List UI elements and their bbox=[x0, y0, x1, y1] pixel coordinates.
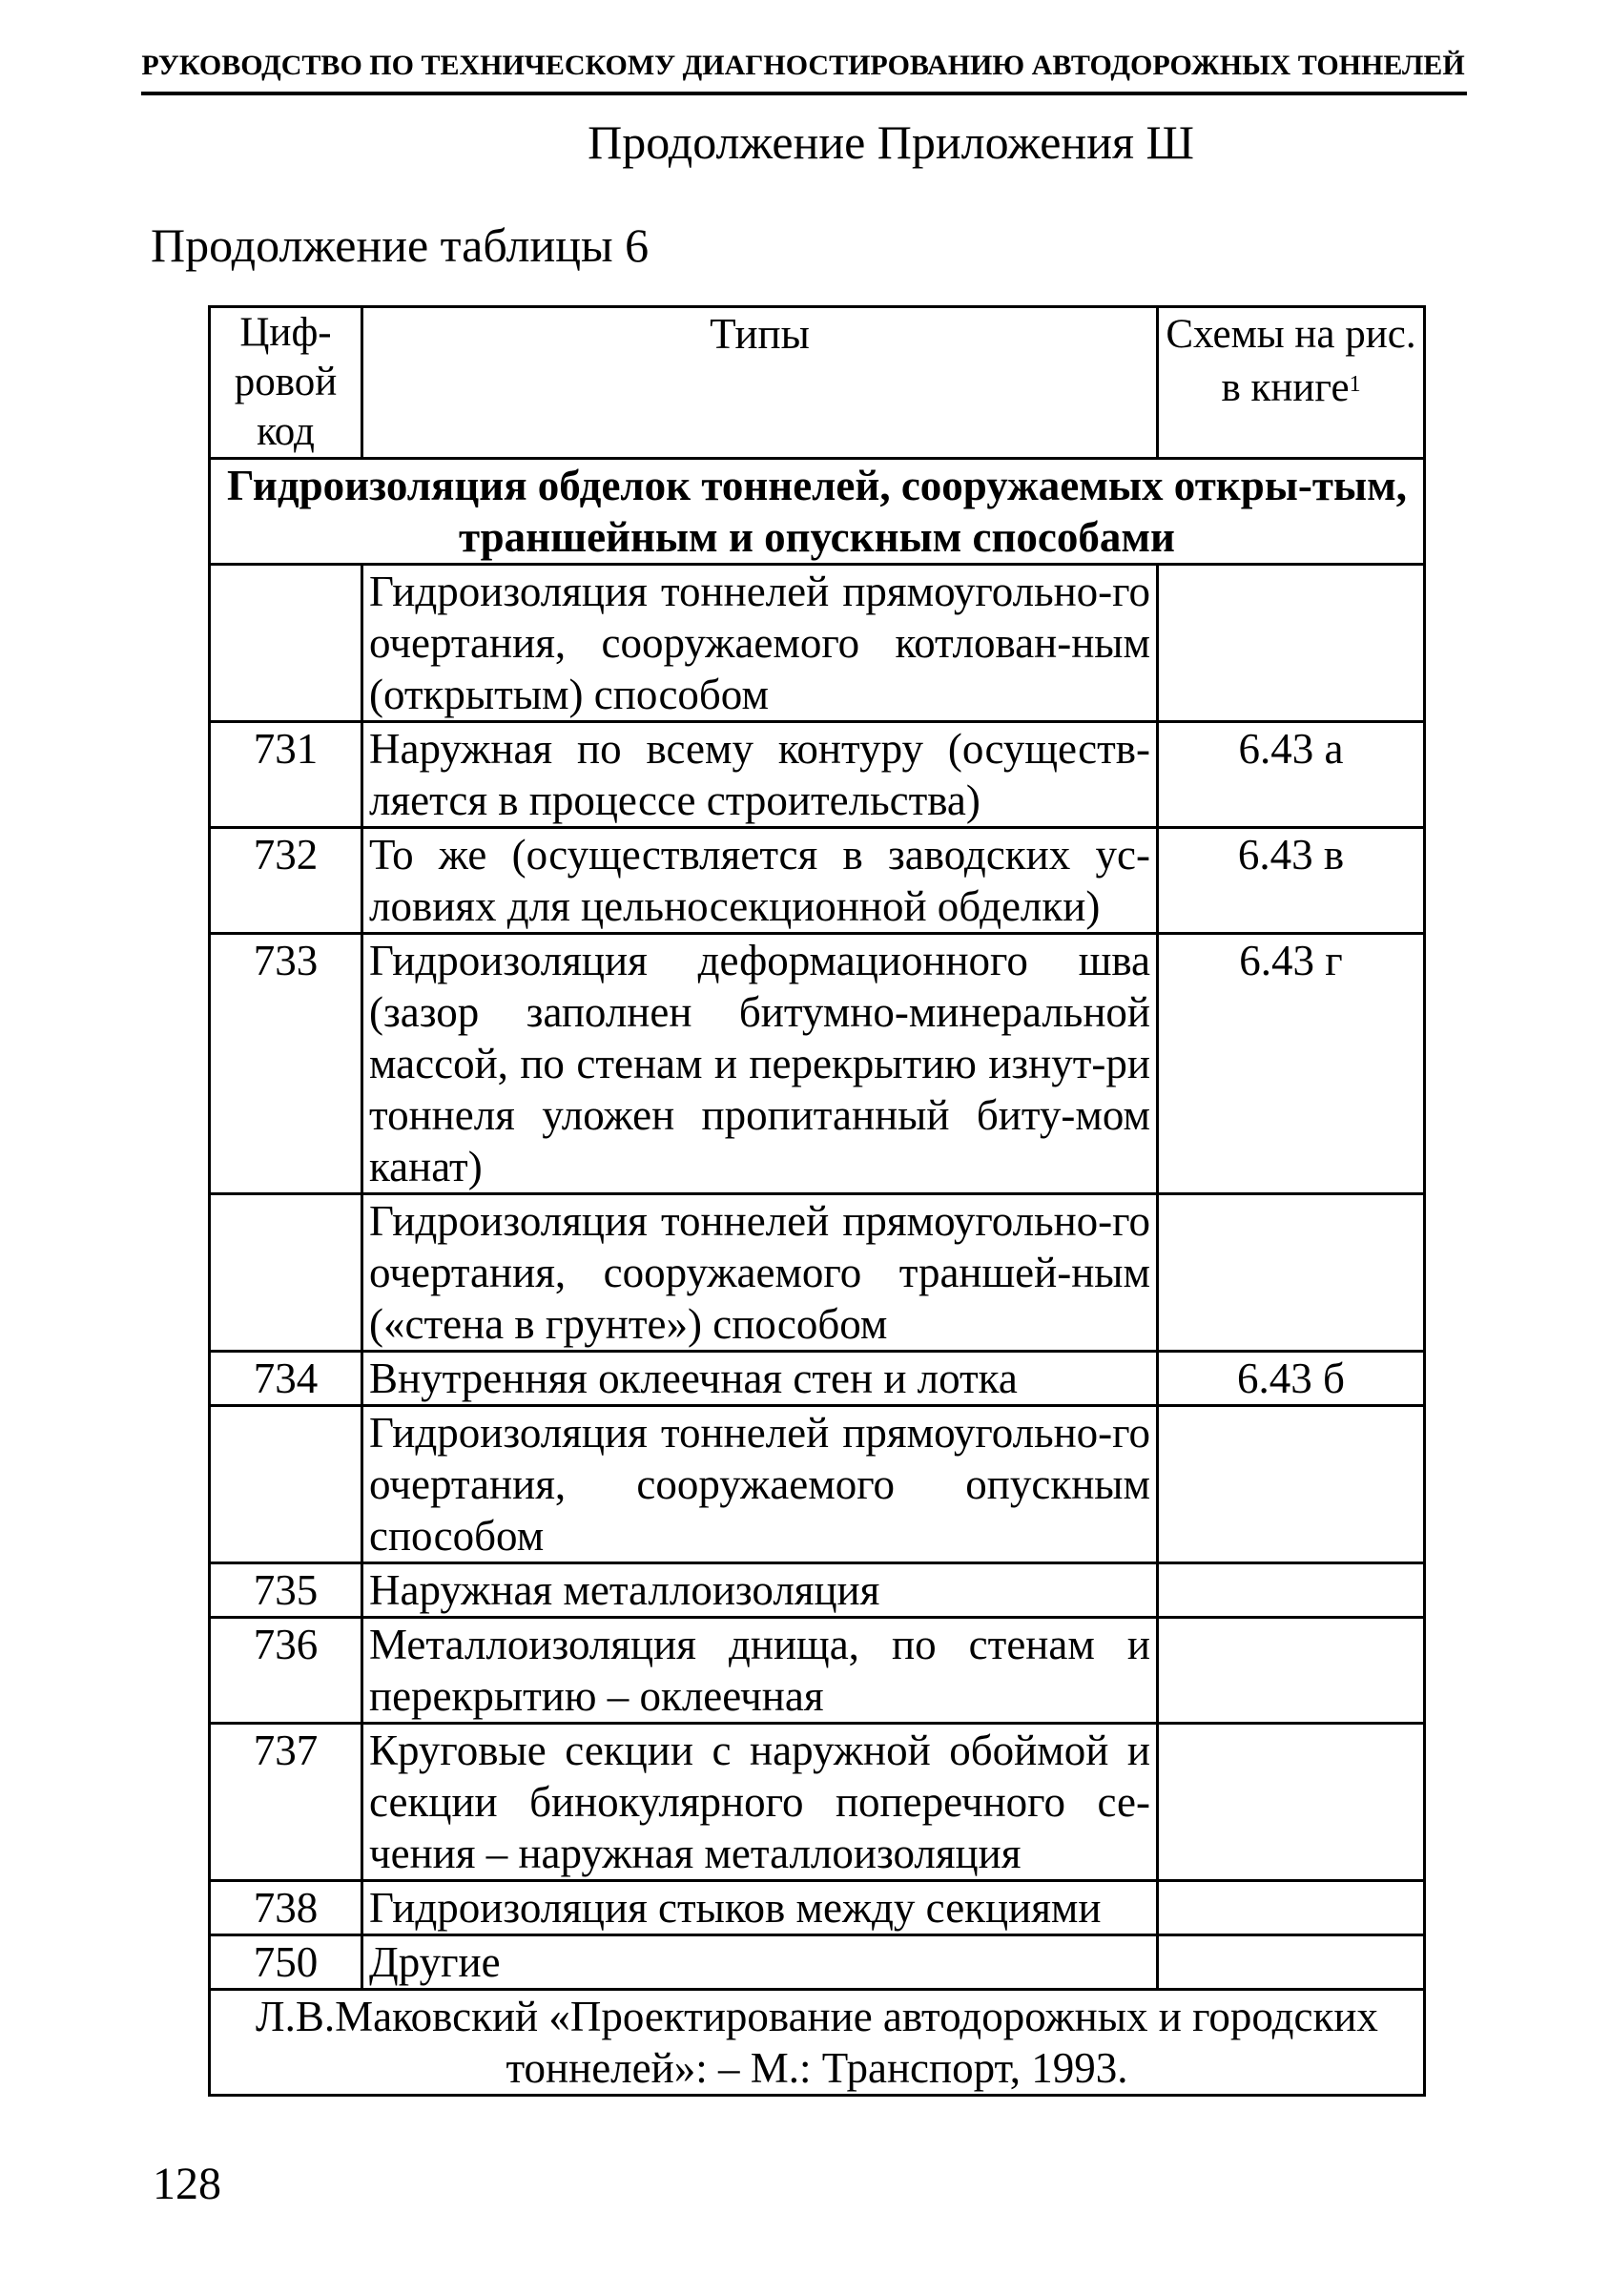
table-caption: Продолжение таблицы 6 bbox=[151, 218, 650, 272]
row-code: 736 bbox=[210, 1618, 362, 1724]
row-type: То же (осуществляется в заводских ус-ловиях для цельносекционной обделки) bbox=[362, 828, 1158, 934]
section-title: Гидроизоляция обделок тоннелей, сооружаемых откры-тым, траншейным и опускным способами bbox=[210, 459, 1425, 565]
row-type: Наружная по всему контуру (осуществ-ляется в процессе строительства) bbox=[362, 722, 1158, 828]
header-schemes bbox=[1158, 307, 1425, 459]
table-row bbox=[210, 1724, 1425, 1881]
header-schemes-text: Схемы на рис. в книге bbox=[1166, 312, 1416, 410]
table-row bbox=[210, 1194, 1425, 1352]
row-code bbox=[210, 1406, 362, 1563]
row-code: 732 bbox=[210, 828, 362, 934]
row-type: Гидроизоляция тоннелей прямоугольно-го очертания, сооружаемого котлован-ным (открытым) способом bbox=[362, 565, 1158, 722]
row-scheme bbox=[1158, 1724, 1425, 1881]
row-scheme bbox=[1158, 565, 1425, 722]
row-scheme: 6.43 б bbox=[1158, 1352, 1425, 1406]
row-code: 750 bbox=[210, 1935, 362, 1990]
row-scheme bbox=[1158, 1406, 1425, 1563]
header-types: Типы bbox=[362, 307, 1158, 459]
row-code: 731 bbox=[210, 722, 362, 828]
table-row bbox=[210, 1881, 1425, 1935]
row-code: 737 bbox=[210, 1724, 362, 1881]
row-code: 734 bbox=[210, 1352, 362, 1406]
table-row bbox=[210, 1563, 1425, 1618]
row-scheme bbox=[1158, 1881, 1425, 1935]
row-type: Внутренняя оклеечная стен и лотка bbox=[362, 1352, 1158, 1406]
row-scheme: 6.43 г bbox=[1158, 934, 1425, 1194]
header-code: Циф-ровой код bbox=[210, 307, 362, 459]
table-row bbox=[210, 565, 1425, 722]
table-row bbox=[210, 828, 1425, 934]
appendix-title bbox=[0, 114, 1610, 170]
row-scheme bbox=[1158, 1194, 1425, 1352]
row-code: 733 bbox=[210, 934, 362, 1194]
row-type: Наружная металлоизоляция bbox=[362, 1563, 1158, 1618]
table-row bbox=[210, 1352, 1425, 1406]
row-type: Круговые секции с наружной обоймой и секции бинокулярного поперечного се-чения – наружная металлоизоляция bbox=[362, 1724, 1158, 1881]
footnote-mark: 1 bbox=[1349, 372, 1361, 397]
types-table bbox=[208, 305, 1426, 2097]
table-row bbox=[210, 1618, 1425, 1724]
row-code: 738 bbox=[210, 1881, 362, 1935]
row-type: Гидроизоляция деформационного шва (зазор заполнен битумно-минеральной массой, по стенам и перекрытию изнут-ри тоннеля уложен пропитанный биту-мом канат) bbox=[362, 934, 1158, 1194]
header-rule bbox=[141, 92, 1467, 95]
table-row bbox=[210, 1406, 1425, 1563]
table-header-row bbox=[210, 307, 1425, 459]
row-type: Гидроизоляция стыков между секциями bbox=[362, 1881, 1158, 1935]
row-type: Гидроизоляция тоннелей прямоугольно-го очертания, сооружаемого опускным способом bbox=[362, 1406, 1158, 1563]
row-scheme: 6.43 в bbox=[1158, 828, 1425, 934]
running-header: РУКОВОДСТВО ПО ТЕХНИЧЕСКОМУ ДИАГНОСТИРОВАНИЮ АВТОДОРОЖНЫХ ТОННЕЛЕЙ bbox=[141, 50, 1465, 81]
row-scheme bbox=[1158, 1618, 1425, 1724]
section-row bbox=[210, 459, 1425, 565]
table-row bbox=[210, 1935, 1425, 1990]
table-row bbox=[210, 722, 1425, 828]
row-scheme bbox=[1158, 1563, 1425, 1618]
row-code bbox=[210, 565, 362, 722]
row-type: Металлоизоляция днища, по стенам и перекрытию – оклеечная bbox=[362, 1618, 1158, 1724]
row-code bbox=[210, 1194, 362, 1352]
page-number: 128 bbox=[153, 2159, 221, 2209]
row-scheme: 6.43 а bbox=[1158, 722, 1425, 828]
row-code: 735 bbox=[210, 1563, 362, 1618]
appendix-title-text: Продолжение Приложения Ш bbox=[588, 115, 1194, 169]
table-footnote: Л.В.Маковский «Проектирование автодорожных и городских тоннелей»: – М.: Транспорт, 1993. bbox=[210, 1990, 1425, 2096]
row-scheme bbox=[1158, 1935, 1425, 1990]
footnote-row bbox=[210, 1990, 1425, 2096]
table-row bbox=[210, 934, 1425, 1194]
row-type: Гидроизоляция тоннелей прямоугольно-го очертания, сооружаемого траншей-ным («стена в грунте») способом bbox=[362, 1194, 1158, 1352]
row-type: Другие bbox=[362, 1935, 1158, 1990]
